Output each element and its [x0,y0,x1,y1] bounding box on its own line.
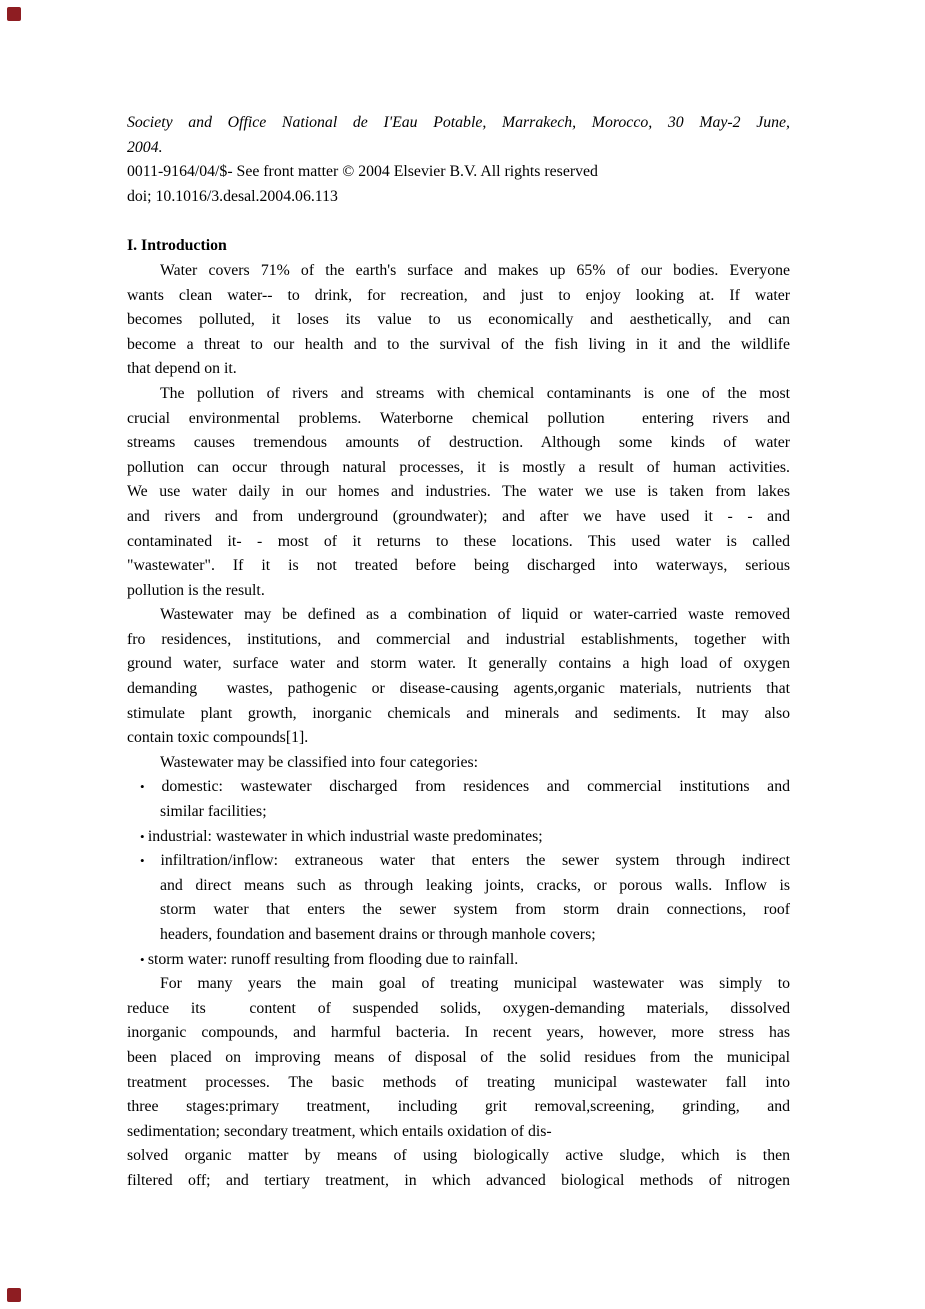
text-line: We use water daily in our homes and industries. The water we use is taken from lakes [127,483,790,501]
bullet-domestic [127,775,790,824]
text-line: I. Introduction [127,237,227,255]
text-line: demanding wastes, pathogenic or disease-causing agents,organic materials, nutrients that [127,680,790,698]
text-line: Society and Office National de I'Eau Potable, Marrakech, Morocco, 30 May-2 June, [127,114,790,131]
para-wastewater-defined [127,603,790,751]
text-line: The pollution of rivers and streams with chemical contaminants is one of the most [160,384,790,402]
bullet-infiltration-inflow [127,849,790,947]
text-line: "wastewater". If it is not treated before being discharged into waterways, serious [127,557,790,575]
text-line: sedimentation; secondary treatment, which entails oxidation of dis- [127,1122,552,1140]
text-line: reduce its content of suspended solids, oxygen-demanding materials, dissolved [127,999,790,1017]
text-line: Wastewater may be classified into four categories: [160,753,479,771]
page-corner-marker-bottom [7,1288,21,1302]
text-line: that depend on it. [127,360,237,378]
para-water-covers [127,259,790,382]
text-line: • industrial: wastewater in which industrial waste predominates; [140,827,543,845]
bullet-icon: • [140,828,148,844]
text-line: wants clean water-- to drink, for recreation, and just to enjoy looking at. If water [127,286,790,304]
text-line: • infiltration/inflow: extraneous water that enters the sewer system through indirect [140,852,790,870]
bullet-storm-water [127,948,790,973]
text-line: fro residences, institutions, and commercial and industrial establishments, together with [127,630,790,648]
front-matter-italic [127,111,790,160]
para-for-many-years [127,972,790,1144]
text-line: three stages:primary treatment, including grit removal,screening, grinding, and [127,1098,790,1116]
text-line: been placed on improving means of disposal of the solid residues from the municipal [127,1048,790,1066]
text-line: ground water, surface water and storm water. It generally contains a high load of oxygen [127,655,790,673]
text-line: and direct means such as through leaking joints, cracks, or porous walls. Inflow is [160,876,790,894]
text-line: stimulate plant growth, inorganic chemicals and minerals and sediments. It may also [127,704,790,722]
text-line: doi; 10.1016/3.desal.2004.06.113 [127,187,338,205]
bullet-icon: • [140,853,161,869]
para-four-categories [127,751,790,776]
para-pollution-rivers [127,382,790,603]
text-line: treatment processes. The basic methods of treating municipal wastewater fall into [127,1073,790,1091]
text-line: storm water that enters the sewer system from storm drain connections, roof [160,901,790,919]
text-line: filtered off; and tertiary treatment, in which advanced biological methods of nitrogen [127,1171,790,1189]
text-line: streams causes tremendous amounts of destruction. Although some kinds of water [127,434,790,452]
text-line: solved organic matter by means of using biologically active sludge, which is then [127,1147,790,1165]
text-line: 2004. [127,138,163,156]
text-line: contain toxic compounds[1]. [127,729,309,747]
intro-heading [127,234,790,259]
text-line: headers, foundation and basement drains or through manhole covers; [160,926,596,943]
text-line: Water covers 71% of the earth's surface and makes up 65% of our bodies. Everyone [160,261,790,279]
text-line: and rivers and from underground (groundwater); and after we have used it - - and [127,507,790,525]
text-line: crucial environmental problems. Waterborne chemical pollution entering rivers and [127,409,790,427]
text-line: 0011-9164/04/$- See front matter © 2004 Elsevier B.V. All rights reserved [127,163,598,181]
text-line: become a threat to our health and to the survival of the fish living in it and the wildlife [127,335,790,353]
para-solved-organic [127,1144,790,1193]
document-text-column [127,111,790,1194]
text-line: • domestic: wastewater discharged from residences and commercial institutions and [140,778,790,796]
bullet-industrial [127,825,790,850]
bullet-icon: • [140,779,162,795]
text-line: becomes polluted, it loses its value to us economically and aesthetically, and can [127,311,790,329]
text-line: • storm water: runoff resulting from flooding due to rainfall. [140,950,519,968]
text-line: inorganic compounds, and harmful bacteria. In recent years, however, more stress has [127,1024,790,1042]
text-line: pollution can occur through natural processes, it is mostly a result of human activities. [127,458,790,476]
page-corner-marker-top [7,7,21,21]
bullet-icon: • [140,951,148,967]
text-line: Wastewater may be defined as a combination of liquid or water-carried waste removed [160,606,790,624]
text-line: similar facilities; [160,803,267,821]
text-line: For many years the main goal of treating municipal wastewater was simply to [160,975,790,993]
front-matter-copyright [127,160,790,209]
text-line: pollution is the result. [127,581,265,599]
text-line: contaminated it- - most of it returns to these locations. This used water is called [127,532,790,550]
